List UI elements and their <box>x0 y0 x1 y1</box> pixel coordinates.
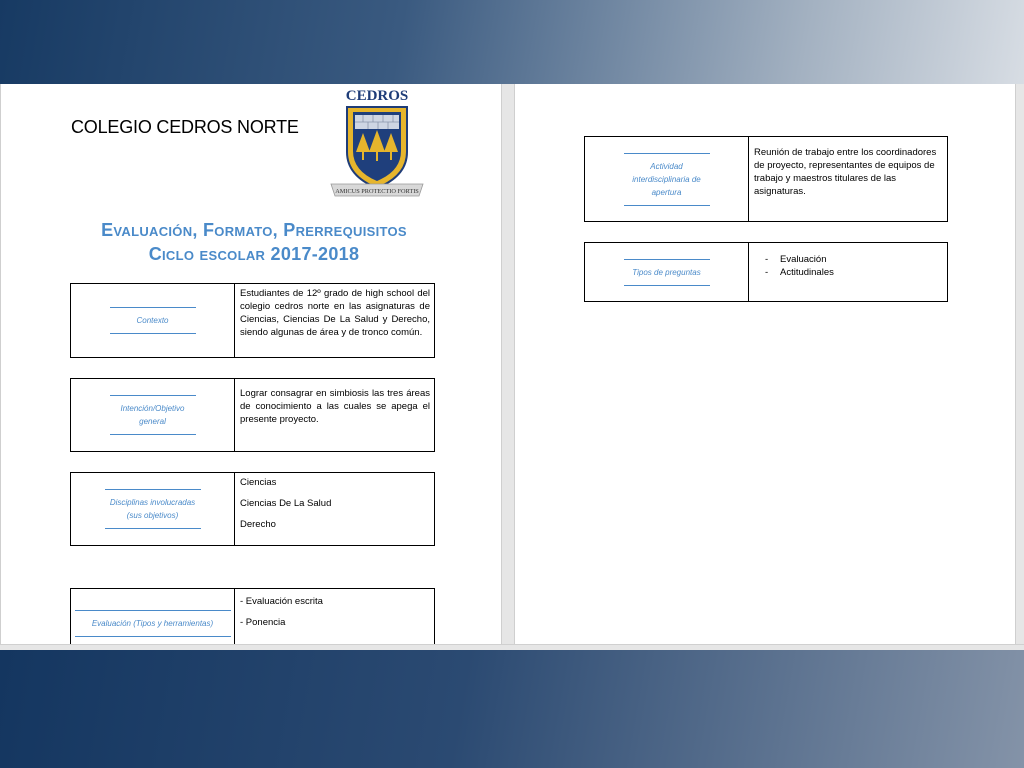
value-contexto: Estudiantes de 12º grado de high school del colegio cedros norte en las asignaturas de Ciencias, Ciencias De La Salud y Derecho, siendo algunas de área y de tronco común. <box>240 288 430 338</box>
school-crest <box>327 86 427 204</box>
page-2 <box>514 84 1016 644</box>
table-disciplinas <box>70 472 435 546</box>
list-item: Ciencias <box>240 477 277 488</box>
value-evaluacion <box>235 589 434 644</box>
label-cell <box>585 243 749 301</box>
label-tipos: Tipos de preguntas <box>624 259 710 286</box>
table-evaluacion <box>70 588 435 644</box>
label-evaluacion: Evaluación (Tipos y herramientas) <box>75 610 231 637</box>
table-contexto <box>70 283 435 358</box>
label-cell <box>71 284 235 357</box>
value-disciplinas <box>235 473 434 545</box>
list-item: - Evaluación escrita <box>240 596 323 607</box>
list-item: - Ponencia <box>240 617 286 628</box>
label-cell <box>585 137 749 221</box>
crest-motto: AMICUS PROTECTIO FORTIS <box>335 188 419 195</box>
document-title <box>59 218 449 266</box>
background-band <box>0 648 1024 768</box>
label-disciplinas: Disciplinas involucradas (sus objetivos) <box>105 489 201 529</box>
list-item: - Evaluación <box>765 253 943 266</box>
status-bar <box>0 644 1024 650</box>
crest-title: CEDROS <box>345 88 409 104</box>
label-actividad: Actividad interdisciplinaria de apertura <box>624 153 710 206</box>
label-cell <box>71 379 235 451</box>
list-item: Derecho <box>240 519 276 530</box>
table-tipos-preguntas <box>584 242 948 302</box>
value-tipos <box>749 243 947 301</box>
list-item: Ciencias De La Salud <box>240 498 332 509</box>
list-item: - Actitudinales <box>765 266 943 279</box>
value-intencion: Lograr consagrar en simbiosis las tres áreas de conocimiento a las cuales se apega el presente proyecto. <box>240 388 430 425</box>
table-intencion <box>70 378 435 452</box>
title-line-1: Evaluación, Formato, Prerrequisitos <box>101 220 407 240</box>
label-cell <box>71 473 235 545</box>
table-actividad <box>584 136 948 222</box>
value-actividad: Reunión de trabajo entre los coordinadores de proyecto, representantes de equipos de trabajo y maestros titulares de las asignaturas. <box>754 147 937 197</box>
label-cell <box>71 589 235 644</box>
school-name: COLEGIO CEDROS NORTE <box>71 117 299 137</box>
page-1 <box>0 84 502 644</box>
document-viewer[interactable] <box>0 84 1024 650</box>
title-line-2: Ciclo escolar 2017-2018 <box>148 244 360 264</box>
label-contexto: Contexto <box>110 307 196 334</box>
label-intencion: Intención/Objetivo general <box>110 395 196 435</box>
